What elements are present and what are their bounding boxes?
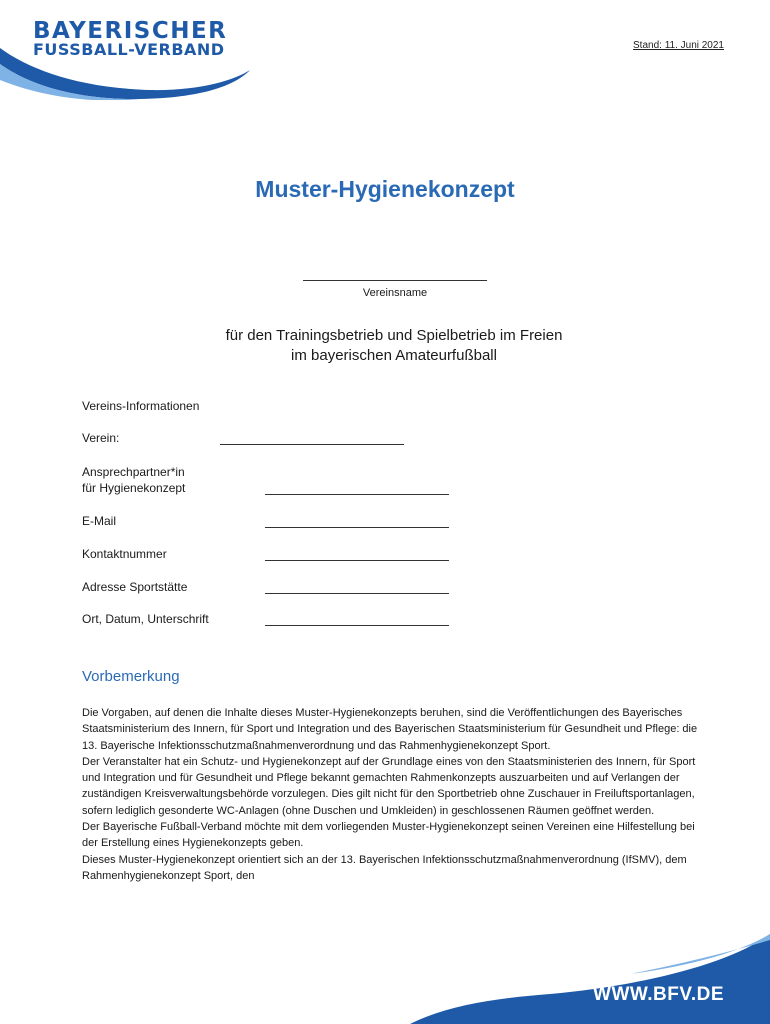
ansprechpartner-label (82, 464, 185, 496)
document-title: Muster-Hygienekonzept (255, 176, 515, 202)
vorbemerkung-paragraph: Dieses Muster-Hygienekonzept orientiert sich an der 13. Bayerischen Infektionsschutzmaßnahmenverordnung (IfSMV), dem Rahmenhygienekonzept Sport, den (82, 853, 687, 882)
logo-text-line1: BAYERISCHER (33, 18, 228, 44)
email-label: E-Mail (82, 514, 117, 528)
kontakt-label: Kontaktnummer (82, 547, 167, 561)
kontakt-field[interactable] (265, 560, 449, 561)
vorbemerkung-paragraph: Der Bayerische Fußball-Verband möchte mit dem vorliegenden Muster-Hygienekonzept seinen Vereinen eine Hilfestellung bei der Erstellung eines Hygienekonzepts geben. (82, 821, 695, 850)
vorbemerkung-body (82, 705, 712, 884)
club-name-label: Vereinsname (362, 287, 428, 299)
club-name-line (303, 280, 487, 281)
ort-datum-field[interactable] (265, 625, 449, 626)
verein-label: Verein: (82, 431, 120, 445)
vorbemerkung-paragraph: Der Veranstalter hat ein Schutz- und Hygienekonzept auf der Grundlage eines von den Staatsministerien des Innern, für Sport und Integration und für Gesundheit und Pflege bekannt gemachten Rahmenkonzepts auszuarbeiten und auf Verlangen der zuständigen Kreisverwaltungsbehörde vorzulegen. Dies gilt nicht für den Sportbetrieb ohne Zuschauer in Freiluftsportanlagen, sofern lediglich gesonderte WC-Anlagen (ohne Duschen und Umkleiden) in geschlossenen Räumen geöffnet werden. (82, 755, 696, 817)
subtitle-line2: im bayerischen Amateurfußball (291, 347, 497, 364)
subtitle-line1: für den Trainingsbetrieb und Spielbetrieb im Freien (225, 327, 563, 344)
info-heading: Vereins-Informationen (82, 399, 200, 413)
email-field[interactable] (265, 527, 449, 528)
ansprechpartner-label-line1: Ansprechpartner*in (82, 465, 185, 479)
verein-field[interactable] (220, 444, 404, 445)
vorbemerkung-paragraph: Die Vorgaben, auf denen die Inhalte dieses Muster-Hygienekonzepts beruhen, sind die Veröffentlichungen des Bayerisches Staatsministerium des Innern, für Sport und Integration und des Bayerischen Staatsministerium für Gesundheit und Pflege: die 13. Bayerische Infektionsschutzmaßnahmenverordnung und das Rahmenhygienekonzept Sport. (82, 707, 698, 752)
adresse-field[interactable] (265, 593, 449, 594)
ort-datum-label: Ort, Datum, Unterschrift (82, 612, 209, 626)
vorbemerkung-heading: Vorbemerkung (82, 668, 180, 685)
ansprechpartner-field[interactable] (265, 494, 449, 495)
logo-text-line2: FUSSBALL-VERBAND (33, 40, 225, 59)
footer-swoosh-graphic (410, 934, 770, 1024)
adresse-label: Adresse Sportstätte (82, 580, 188, 594)
document-subtitle (0, 326, 770, 366)
ansprechpartner-label-line2: für Hygienekonzept (82, 481, 186, 495)
footer-website-link[interactable]: WWW.BFV.DE (593, 984, 724, 1005)
stand-date: Stand: 11. Juni 2021 (633, 40, 724, 51)
